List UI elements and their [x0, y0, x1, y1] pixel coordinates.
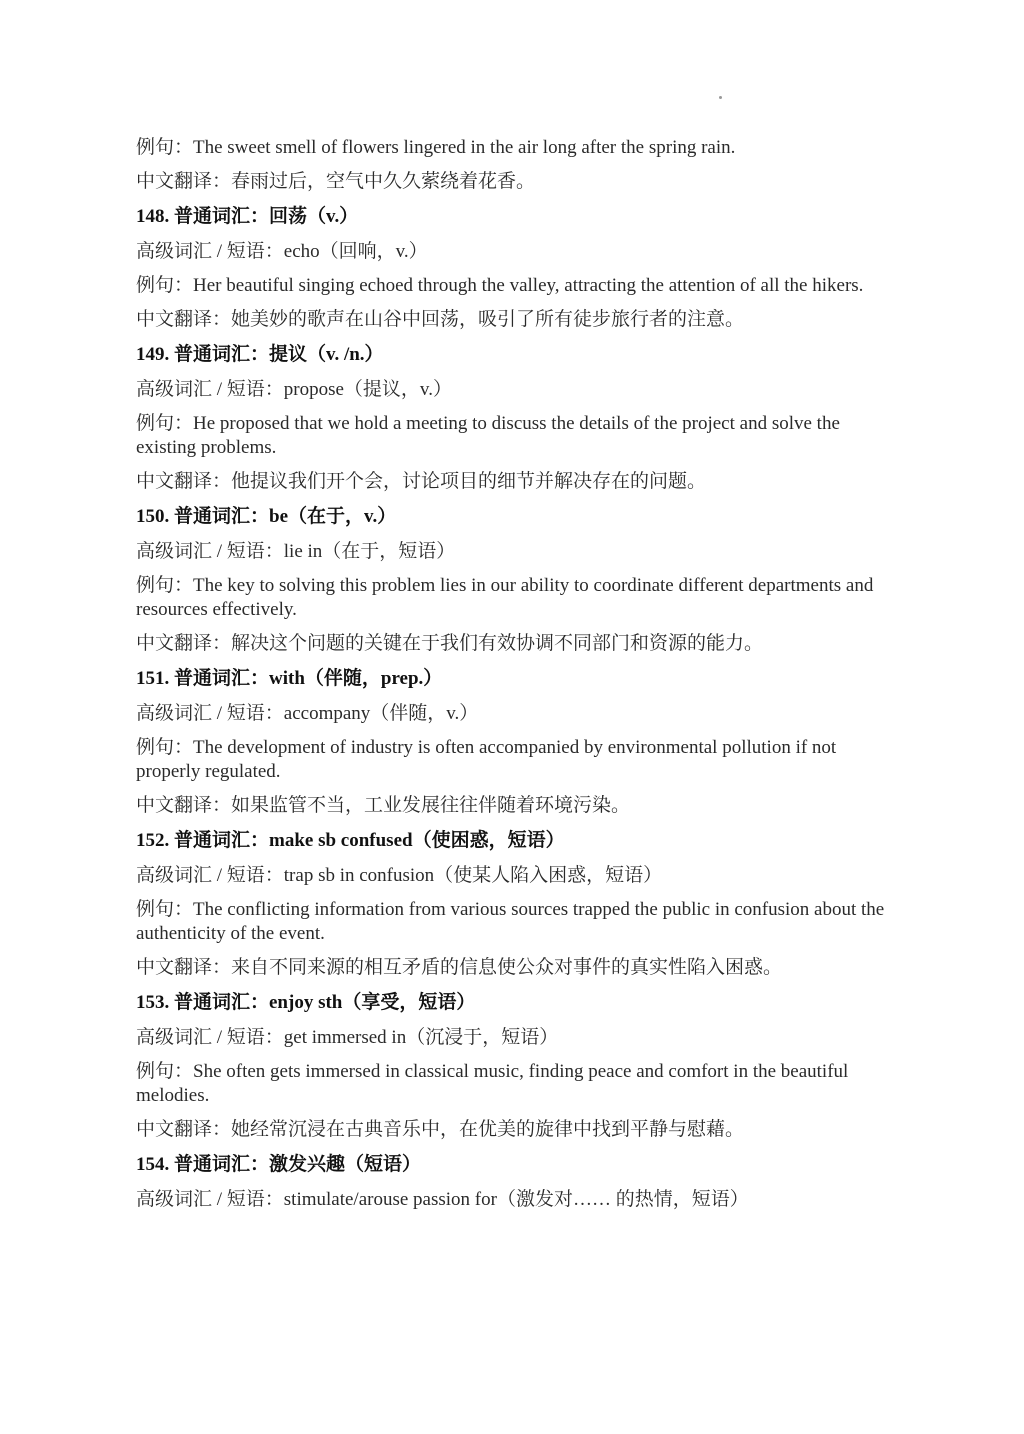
advanced-vocab: 高级词汇 / 短语：get immersed in（沉浸于，短语）: [136, 1027, 559, 1048]
entry-heading: 149. 普通词汇：提议（v. /n.）: [136, 344, 384, 365]
chinese-translation: 中文翻译：她美妙的歌声在山谷中回荡，吸引了所有徒步旅行者的注意。: [136, 309, 745, 330]
advanced-vocab: 高级词汇 / 短语：stimulate/arouse passion for（激发对…… 的热情，短语）: [136, 1189, 749, 1210]
entry-heading: 153. 普通词汇：enjoy sth（享受，短语）: [136, 992, 476, 1013]
document-content: [136, 136, 888, 1222]
example-sentence: 例句：Her beautiful singing echoed through the valley, attracting the attention of all the hikers.: [136, 275, 864, 296]
chinese-translation: 中文翻译：解决这个问题的关键在于我们有效协调不同部门和资源的能力。: [136, 633, 764, 654]
advanced-vocab: 高级词汇 / 短语：lie in（在于，短语）: [136, 541, 456, 562]
advanced-vocab: 高级词汇 / 短语：accompany（伴随，v.）: [136, 703, 479, 724]
example-sentence: 例句：The key to solving this problem lies in our ability to coordinate different departments and resources effectively.: [136, 575, 874, 620]
advanced-vocab: 高级词汇 / 短语：echo（回响，v.）: [136, 241, 428, 262]
entry-heading: 148. 普通词汇：回荡（v.）: [136, 206, 359, 227]
example-sentence: 例句：She often gets immersed in classical music, finding peace and comfort in the beautiful melodies.: [136, 1061, 849, 1106]
entry-heading: 154. 普通词汇：激发兴趣（短语）: [136, 1154, 422, 1175]
advanced-vocab: 高级词汇 / 短语：trap sb in confusion（使某人陷入困惑，短语）: [136, 865, 663, 886]
example-sentence: 例句：The development of industry is often accompanied by environmental pollution if not properly regulated.: [136, 737, 837, 782]
entry-heading: 151. 普通词汇：with（伴随，prep.）: [136, 668, 443, 689]
example-sentence: 例句：He proposed that we hold a meeting to discuss the details of the project and solve the existing problems.: [136, 413, 840, 458]
chinese-translation: 中文翻译：他提议我们开个会，讨论项目的细节并解决存在的问题。: [136, 471, 707, 492]
page-mark: [719, 96, 722, 99]
chinese-translation: 中文翻译：春雨过后，空气中久久萦绕着花香。: [136, 171, 536, 192]
chinese-translation: 中文翻译：她经常沉浸在古典音乐中，在优美的旋律中找到平静与慰藉。: [136, 1119, 745, 1140]
entry-heading: 150. 普通词汇：be（在于，v.）: [136, 506, 397, 527]
example-sentence: 例句：The conflicting information from various sources trapped the public in confusion about the authenticity of the event.: [136, 899, 885, 944]
chinese-translation: 中文翻译：如果监管不当，工业发展往往伴随着环境污染。: [136, 795, 631, 816]
entry-heading: 152. 普通词汇：make sb confused（使困惑，短语）: [136, 830, 565, 851]
chinese-translation: 中文翻译：来自不同来源的相互矛盾的信息使公众对事件的真实性陷入困惑。: [136, 957, 783, 978]
advanced-vocab: 高级词汇 / 短语：propose（提议，v.）: [136, 379, 452, 400]
example-sentence: 例句：The sweet smell of flowers lingered in the air long after the spring rain.: [136, 137, 736, 158]
